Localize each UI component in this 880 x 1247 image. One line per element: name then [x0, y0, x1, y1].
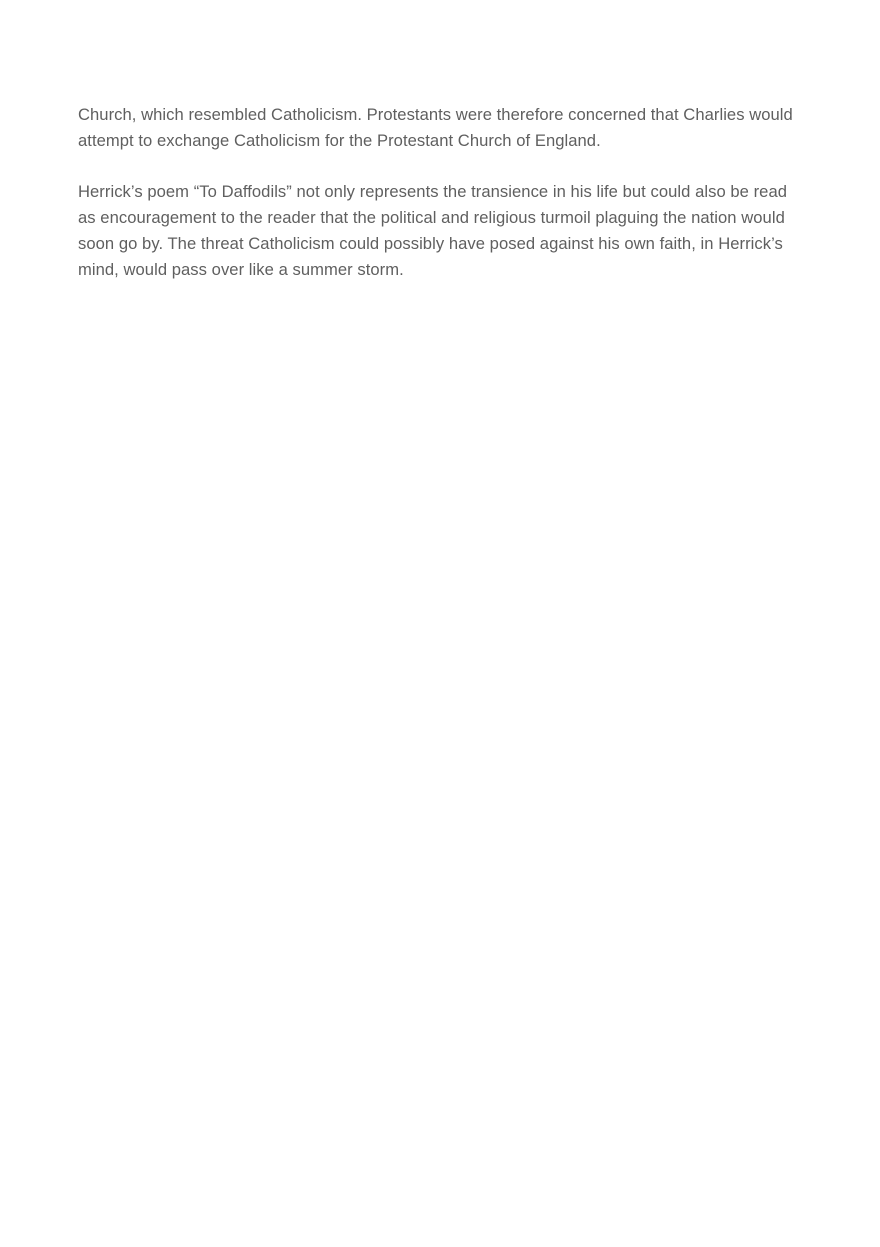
document-body: [78, 102, 802, 308]
body-paragraph: Church, which resembled Catholicism. Protestants were therefore concerned that Charlies would attempt to exchange Catholicism for the Protestant Church of England.: [78, 105, 793, 150]
body-paragraph: Herrick’s poem “To Daffodils” not only represents the transience in his life but could also be read as encouragement to the reader that the political and religious turmoil plaguing the nation would soon go by. The threat Catholicism could possibly have posed against his own faith, in Herrick’s mind, would pass over like a summer storm.: [78, 182, 788, 279]
